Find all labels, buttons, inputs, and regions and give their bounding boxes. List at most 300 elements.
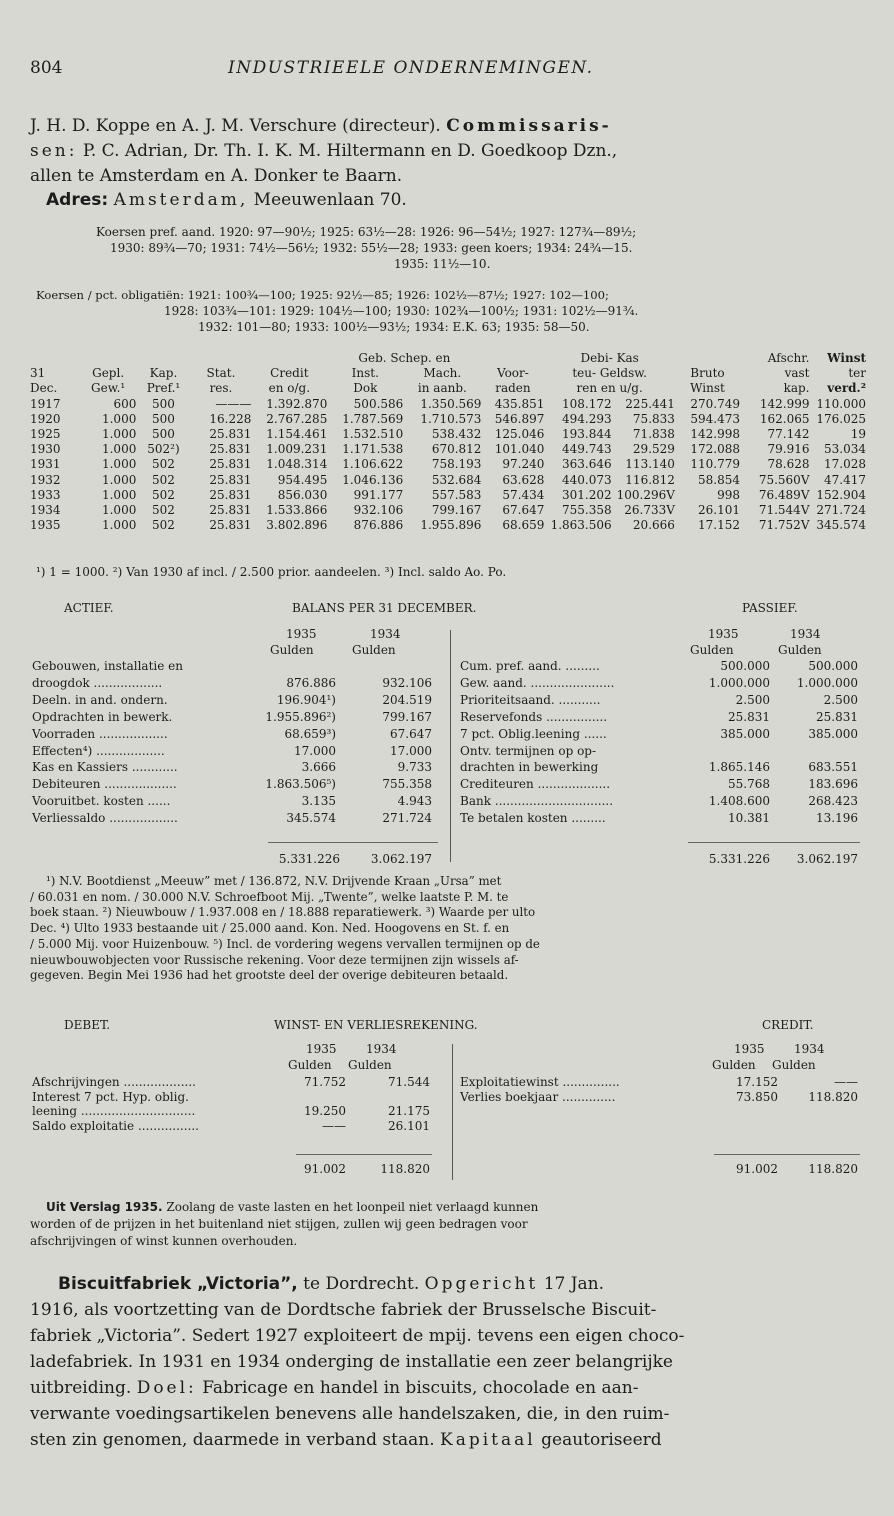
stats-cell: 502: [152, 472, 175, 487]
balans-p-unit-1: Gulden: [690, 643, 734, 657]
line-item-value-1934: 500.000: [808, 659, 858, 673]
stats-hdr-cell: vast: [784, 366, 810, 381]
line-item-value-1934: 21.175: [388, 1104, 430, 1118]
winst-c-unit-1: Gulden: [712, 1058, 756, 1072]
stats-cell: 67.647: [502, 503, 545, 518]
stats-cell: 77.142: [767, 427, 810, 442]
winst-title: WINST- EN VERLIESREKENING.: [274, 1018, 478, 1032]
stats-cell: 63.628: [502, 472, 545, 487]
stats-hdr-cell: Gew.¹: [91, 381, 126, 396]
stats-cell: 500: [152, 411, 175, 426]
stats-cell: 1.000: [101, 411, 137, 426]
stats-cell: 1.392.870: [266, 396, 328, 411]
stats-cell: 301.202: [562, 487, 612, 502]
credit-label: CREDIT.: [762, 1018, 814, 1032]
kapitaal-label: Kapitaal: [440, 1430, 536, 1450]
stats-cell: 1935: [30, 518, 61, 533]
line-item-value-1935: 73.850: [736, 1090, 778, 1104]
stats-hdr-cell: kap.: [783, 381, 810, 396]
stats-header-row-3: [30, 381, 866, 396]
stats-hdr-afschr: Afschr.: [767, 351, 810, 365]
line-item-value-1934: 183.696: [808, 777, 858, 792]
stats-cell: 1.863.506: [550, 518, 612, 533]
balans-note-line: gegeven. Begin Mei 1936 had het grootste deel der overige debiteuren betaald.: [30, 968, 509, 983]
passief-total-1: 5.331.226: [708, 852, 770, 866]
victoria-name: Biscuitfabriek „Victoria”,: [58, 1274, 298, 1294]
line-item-value-1935: 1.955.896²): [265, 709, 336, 724]
stats-cell: 152.904: [816, 487, 866, 502]
stats-cell: 1.000: [101, 427, 137, 442]
victoria-line-7: [30, 1430, 662, 1450]
page-number: 804: [30, 58, 63, 78]
line-item-value-1934: 268.423: [808, 794, 858, 809]
stats-cell: 68.659: [502, 518, 545, 533]
victoria-text: geautoriseerd: [541, 1430, 662, 1450]
stats-cell: 954.495: [277, 472, 328, 487]
stats-row: [30, 412, 866, 427]
credit-total-2: 118.820: [808, 1162, 858, 1176]
line-item-label: Crediteuren ...................: [460, 777, 611, 792]
stats-cell: 71.544V: [758, 503, 810, 518]
line-item-label: Reservefonds ................: [460, 709, 608, 724]
koersen-pref-3: 1935: 11½—10.: [394, 257, 491, 271]
koersen-obl-3: 1932: 101—80; 1933: 100½—93½; 1934: E.K. 63; 1935: 58—50.: [198, 320, 590, 334]
stats-hdr-cell: Dok: [353, 381, 378, 396]
stats-cell: 538.432: [431, 427, 482, 442]
stats-cell: 57.434: [502, 487, 545, 502]
line-item-value-1935: 55.768: [728, 777, 770, 792]
victoria-text: uitbreiding.: [30, 1378, 132, 1398]
balans-note-line: nieuwbouwobjecten voor Russische rekening. Voor deze termijnen zijn wissels af-: [30, 952, 519, 967]
stats-cell: 142.998: [690, 427, 741, 442]
commissarissen-names: P. C. Adrian, Dr. Th. I. K. M. Hiltermann en D. Goedkoop Dzn.,: [82, 141, 618, 161]
line-item-value-1934: 17.000: [390, 743, 432, 758]
line-item-label: Verliessaldo ..................: [32, 811, 178, 826]
stats-hdr-cell: 31: [30, 366, 46, 381]
stats-cell: 16.228: [209, 411, 252, 426]
stats-cell: 502: [152, 487, 175, 502]
line-item-value-1935: 17.000: [294, 743, 336, 758]
line-item-label: Saldo exploitatie ................: [32, 1118, 199, 1133]
stats-cell: 1.787.569: [342, 411, 404, 426]
winst-c-year-1: 1935: [734, 1042, 765, 1056]
line-item-value-1934: 67.647: [390, 726, 432, 741]
stats-cell: 1925: [30, 427, 61, 442]
balans-p-year-2: 1934: [790, 627, 821, 641]
balans-note-line: / 5.000 Mij. voor Huizenbouw. ⁵) Incl. de vordering wegens vervallen termijnen op de: [30, 936, 540, 951]
line-item-value-1935: 25.831: [728, 709, 770, 724]
stats-cell: 594.473: [690, 411, 741, 426]
stats-cell: 1.710.573: [420, 411, 482, 426]
adres-line: [46, 190, 407, 210]
stats-cell: 162.065: [759, 411, 810, 426]
commissarissen-label: Commissaris-: [446, 116, 612, 136]
debet-total-2: 118.820: [380, 1162, 430, 1176]
line-item-label: Interest 7 pct. Hyp. oblig.: [32, 1089, 189, 1104]
line-item-value-1934: 683.551: [808, 760, 858, 775]
adres-label: Adres:: [46, 190, 109, 210]
line-item-value-1934: 26.101: [388, 1118, 430, 1133]
line-item-label: drachten in bewerking: [460, 760, 599, 775]
winst-divider: [452, 1044, 453, 1180]
stats-cell: 856.030: [277, 487, 328, 502]
stats-cell: 25.831: [209, 457, 252, 472]
stats-cell: 1.048.314: [266, 457, 328, 472]
stats-cell: 1.009.231: [266, 442, 328, 457]
running-title: INDUSTRIEELE ONDERNEMINGEN.: [228, 58, 594, 78]
balans-p-year-1: 1935: [708, 627, 739, 641]
winst-unit-2: Gulden: [348, 1058, 392, 1072]
victoria-line-4: ladefabriek. In 1931 en 1934 onderging de installatie een zeer belangrijke: [30, 1352, 673, 1372]
balans-note-line: boek staan. ²) Nieuwbouw / 1.937.008 en / 18.888 reparatiewerk. ³) Waarde per ulto: [30, 905, 536, 920]
winst-c-unit-2: Gulden: [772, 1058, 816, 1072]
stats-cell: 25.831: [209, 487, 252, 502]
balans-unit-1: Gulden: [270, 643, 314, 657]
line-item-value-1934: 118.820: [808, 1090, 858, 1104]
passief-total-rule: [688, 842, 860, 843]
stats-cell: 1.000: [101, 503, 137, 518]
stats-hdr-debi: Debi- Kas: [580, 351, 639, 365]
stats-cell: 1930: [30, 442, 61, 457]
stats-cell: 502: [152, 518, 175, 533]
line-item-label: Deeln. in and. ondern.: [32, 692, 168, 707]
stats-cell: 125.046: [494, 427, 545, 442]
line-item-label: Vooruitbet. kosten ......: [32, 794, 171, 809]
stats-cell: 1.955.896: [420, 518, 482, 533]
actief-label: ACTIEF.: [64, 601, 114, 615]
stats-cell: 75.833: [632, 411, 675, 426]
winst-unit-1: Gulden: [288, 1058, 332, 1072]
line-item-value-1935: 19.250: [304, 1104, 346, 1118]
stats-cell: 1.171.538: [342, 442, 404, 457]
stats-cell: 113.140: [625, 457, 675, 472]
stats-hdr-cell: ter: [848, 366, 866, 381]
line-item-value-1934: 755.358: [382, 777, 432, 792]
line-item-value-1935: 3.666: [301, 760, 336, 775]
stats-cell: 20.666: [632, 518, 675, 533]
stats-cell: 755.358: [562, 503, 612, 518]
stats-cell: 1933: [30, 487, 61, 502]
verslag-line-2: worden of de prijzen in het buitenland niet stijgen, zullen wij geen bedragen voor: [30, 1217, 528, 1231]
stats-cell: 25.831: [209, 442, 252, 457]
stats-cell: 932.106: [353, 503, 404, 518]
line-item-value-1934: 4.943: [397, 794, 432, 809]
stats-header-row-1: [30, 351, 866, 366]
line-item-value-1935: 196.904¹): [276, 692, 336, 707]
line-item-value-1935: 1.865.146: [708, 760, 770, 775]
victoria-line-5: [30, 1378, 639, 1398]
stats-cell: 25.831: [209, 503, 252, 518]
stats-cell: 270.749: [690, 396, 741, 411]
stats-cell: 502: [152, 457, 175, 472]
stats-table: [30, 351, 866, 533]
stats-cell: 557.583: [431, 487, 482, 502]
line-item-value-1934: ——: [834, 1075, 858, 1089]
line-item-value-1935: 2.500: [735, 692, 770, 707]
balans-note-line: Dec. ⁴) Ulto 1933 bestaande uit / 25.000 aand. Kon. Ned. Hoogovens en St. f. en: [30, 921, 510, 936]
line-item-label: 7 pct. Oblig.leening ......: [460, 726, 607, 741]
line-item-label: Te betalen kosten .........: [460, 811, 606, 826]
stats-cell: 25.831: [209, 472, 252, 487]
stats-hdr-cell: Credit: [270, 366, 309, 381]
passief-total-2: 3.062.197: [796, 852, 858, 866]
stats-cell: ———: [215, 396, 252, 411]
stats-cell: 500.586: [353, 396, 404, 411]
debet-total-1: 91.002: [304, 1162, 346, 1176]
stats-cell: 500: [152, 427, 175, 442]
stats-cell: 142.999: [759, 396, 810, 411]
balans-note-line: ¹) N.V. Bootdienst „Meeuw” met / 136.872, N.V. Drijvende Kraan „Ursa” met: [46, 874, 502, 888]
stats-cell: 1.106.622: [342, 457, 404, 472]
stats-cell: 1920: [30, 411, 61, 426]
line-item-value-1935: 500.000: [720, 659, 770, 673]
line-item-value-1935: 68.659³): [284, 726, 336, 741]
stats-hdr-cell: Gepl.: [92, 366, 125, 381]
stats-cell: 79.916: [767, 442, 810, 457]
stats-cell: 17.028: [824, 457, 866, 472]
balans-year-2: 1934: [370, 627, 401, 641]
koersen-pref-1: Koersen pref. aand. 1920: 97—90½; 1925: 63½—28: 1926: 96—54½; 1927: 127¾—89½;: [96, 225, 637, 239]
stats-cell: 1.532.510: [342, 427, 404, 442]
stats-cell: 799.167: [431, 503, 482, 518]
line-item-value-1934: 271.724: [382, 811, 432, 826]
stats-cell: 670.812: [431, 442, 482, 457]
victoria-line-2: 1916, als voortzetting van de Dordtsche fabriek der Brusselsche Biscuit-: [30, 1300, 657, 1320]
actief-total-1: 5.331.226: [278, 852, 340, 866]
stats-cell: 101.040: [494, 442, 545, 457]
adres-city: Amsterdam,: [113, 190, 249, 210]
stats-cell: 2.767.285: [266, 411, 328, 426]
stats-hdr-cell: Dec.: [30, 381, 58, 396]
stats-row: [30, 442, 866, 457]
actief-total-rule: [268, 842, 438, 843]
line-item-label: Kas en Kassiers ............: [32, 760, 178, 775]
line-item-label: leening ..............................: [32, 1104, 196, 1118]
line-item-value-1935: 3.135: [301, 794, 336, 809]
verslag-text: Zoolang de vaste lasten en het loonpeil niet verlaagd kunnen: [166, 1200, 539, 1214]
stats-row: [30, 457, 866, 472]
line-item-label: Prioriteitsaand. ...........: [460, 692, 601, 707]
stats-cell: 1931: [30, 457, 61, 472]
line-item-value-1935: 1.000.000: [708, 675, 770, 690]
stats-cell: 546.897: [494, 411, 545, 426]
stats-hdr-cell: Kap.: [149, 366, 178, 381]
stats-cell: 758.193: [431, 457, 482, 472]
stats-cell: 532.684: [431, 472, 482, 487]
stats-body: [30, 397, 866, 534]
stats-header-row-2: [30, 366, 866, 381]
line-item-label: Gew. aand. ......................: [460, 675, 615, 690]
stats-cell: 25.831: [209, 427, 252, 442]
doel-label: Doel:: [136, 1378, 197, 1398]
stats-cell: 1.000: [101, 487, 137, 502]
line-item-label: Afschrijvingen ...................: [32, 1075, 196, 1089]
credit-total-1: 91.002: [736, 1162, 778, 1176]
stats-cell: 1.046.136: [342, 472, 404, 487]
stats-hdr-cell: Winst: [690, 381, 725, 396]
balans-p-unit-2: Gulden: [778, 643, 822, 657]
stats-hdr-cell: in aanb.: [417, 381, 467, 396]
balans-year-1: 1935: [286, 627, 317, 641]
winst-year-1: 1935: [306, 1042, 337, 1056]
stats-cell: 100.296V: [616, 487, 675, 502]
stats-row: [30, 473, 866, 488]
stats-hdr-cell: Inst.: [351, 366, 379, 381]
line-item-value-1934: 204.519: [382, 692, 432, 707]
line-item-label: Effecten⁴) ..................: [32, 743, 165, 758]
balans-title: BALANS PER 31 DECEMBER.: [292, 601, 477, 615]
koersen-pref-2: 1930: 89¾—70; 1931: 74½—56½; 1932: 55½—28; 1933: geen koers; 1934: 24¾—15.: [110, 241, 633, 255]
stats-cell: 1932: [30, 472, 61, 487]
stats-hdr-winst: Winst: [827, 351, 866, 365]
balans-unit-2: Gulden: [352, 643, 396, 657]
adres-street: Meeuwenlaan 70.: [253, 190, 407, 210]
stats-cell: 494.293: [562, 411, 612, 426]
stats-cell: 502: [152, 503, 175, 518]
stats-cell: 1.000: [101, 457, 137, 472]
verslag-line-1: [46, 1200, 538, 1214]
line-item-value-1935: 1.863.506⁵): [265, 777, 336, 792]
line-item-label: Voorraden ..................: [32, 726, 168, 741]
stats-cell: 225.441: [625, 396, 675, 411]
stats-cell: 110.000: [816, 396, 866, 411]
stats-hdr-cell: Bruto: [690, 366, 725, 381]
stats-cell: 435.851: [494, 396, 545, 411]
stats-hdr-cell: verd.²: [827, 381, 866, 396]
victoria-location: te Dordrecht.: [303, 1274, 420, 1294]
line-item-value-1934: 932.106: [382, 675, 432, 690]
stats-cell: 1.000: [101, 442, 137, 457]
stats-cell: 29.529: [632, 442, 675, 457]
koppe-line-2: [30, 141, 617, 161]
victoria-line-1: [58, 1274, 604, 1294]
stats-cell: 97.240: [502, 457, 545, 472]
line-item-value-1934: 2.500: [823, 692, 858, 707]
line-item-label: Verlies boekjaar ..............: [460, 1090, 616, 1104]
stats-row: [30, 503, 866, 518]
stats-hdr-cell: teu- Geldsw.: [572, 366, 647, 381]
winst-c-year-2: 1934: [794, 1042, 825, 1056]
stats-cell: 600: [113, 396, 137, 411]
stats-cell: 345.574: [816, 518, 866, 533]
stats-hdr-cell: Pref.¹: [146, 381, 181, 396]
line-item-label: Cum. pref. aand. .........: [460, 659, 600, 673]
stats-cell: 500: [152, 396, 175, 411]
stats-hdr-cell: Mach.: [423, 366, 462, 381]
stats-cell: 53.034: [824, 442, 866, 457]
line-item-label: Exploitatiewinst ...............: [460, 1075, 620, 1089]
stats-cell: 1934: [30, 503, 61, 518]
stats-cell: 1.000: [101, 472, 137, 487]
line-item-value-1935: 17.152: [736, 1075, 778, 1089]
balans-note-line: / 60.031 en nom. / 30.000 N.V. Schroefboot Mij. „Twente”, welke laatste P. M. te: [30, 889, 509, 904]
stats-cell: 440.073: [562, 472, 612, 487]
stats-cell: 271.724: [816, 503, 866, 518]
stats-cell: 17.152: [698, 518, 741, 533]
stats-cell: 58.854: [698, 472, 741, 487]
stats-hdr-cell: en o/g.: [268, 381, 311, 396]
line-item-value-1935: ——: [322, 1118, 346, 1133]
stats-cell: 176.025: [816, 411, 866, 426]
line-item-label: Opdrachten in bewerk.: [32, 709, 173, 724]
stats-cell: 110.779: [690, 457, 741, 472]
line-item-value-1934: 385.000: [808, 726, 858, 741]
stats-row: [30, 427, 866, 442]
stats-cell: 193.844: [562, 427, 612, 442]
commissarissen-label-end: sen:: [30, 141, 78, 161]
stats-cell: 3.802.896: [266, 518, 328, 533]
stats-cell: 876.886: [353, 518, 404, 533]
verslag-label: Uit Verslag 1935.: [46, 1200, 163, 1214]
stats-hdr-cell: Voor-: [497, 366, 529, 381]
line-item-label: Gebouwen, installatie en: [32, 659, 183, 673]
stats-cell: 19: [850, 427, 866, 442]
line-item-value-1934: 1.000.000: [796, 675, 858, 690]
stats-cell: 26.733V: [624, 503, 675, 518]
stats-hdr-cell: Stat.: [206, 366, 236, 381]
passief-label: PASSIEF.: [742, 601, 798, 615]
stats-row: [30, 518, 866, 533]
stats-cell: 1.000: [101, 518, 137, 533]
line-item-value-1935: 385.000: [720, 726, 770, 741]
actief-total-2: 3.062.197: [370, 852, 432, 866]
stats-cell: 991.177: [353, 487, 404, 502]
stats-cell: 502²): [147, 442, 180, 457]
stats-cell: 71.752V: [758, 518, 810, 533]
stats-cell: 1.350.569: [420, 396, 482, 411]
line-item-label: Ontv. termijnen op op-: [460, 743, 597, 758]
line-item-label: Bank ...............................: [460, 794, 614, 809]
credit-total-rule: [714, 1154, 860, 1155]
line-item-value-1934: 9.733: [397, 760, 432, 775]
stats-cell: 1917: [30, 396, 61, 411]
victoria-text: Fabricage en handel in biscuits, chocolade en aan-: [202, 1378, 639, 1398]
stats-cell: 71.838: [632, 427, 675, 442]
stats-cell: 75.560V: [758, 472, 810, 487]
balans-divider: [450, 630, 451, 862]
opgericht-date: 17 Jan.: [543, 1274, 605, 1294]
koersen-obl-2: 1928: 103¾—101: 1929: 104½—100; 1930: 102¾—100½; 1931: 102½—91¾.: [164, 304, 639, 318]
koppe-line-1: [30, 116, 612, 136]
stats-hdr-cell: ren en u/g.: [576, 381, 643, 396]
stats-cell: 363.646: [562, 457, 612, 472]
opgericht-label: Opgericht: [424, 1274, 539, 1294]
stats-cell: 1.154.461: [266, 427, 328, 442]
stats-hdr-cell: raden: [495, 381, 531, 396]
stats-cell: 116.812: [625, 472, 675, 487]
directors: J. H. D. Koppe en A. J. M. Verschure (directeur).: [30, 116, 441, 136]
koersen-obl-1: Koersen / pct. obligatiën: 1921: 100¾—100; 1925: 92½—85; 1926: 102½—87½; 1927: 102—100;: [36, 288, 609, 302]
stats-cell: 76.489V: [758, 487, 810, 502]
line-item-value-1935: 1.408.600: [708, 794, 770, 809]
stats-cell: 25.831: [209, 518, 252, 533]
stats-row: [30, 397, 866, 412]
line-item-value-1934: 25.831: [816, 709, 858, 724]
stats-cell: 1.533.866: [266, 503, 328, 518]
stats-cell: 449.743: [562, 442, 612, 457]
stats-cell: 47.417: [824, 472, 866, 487]
stats-cell: 998: [717, 487, 741, 502]
stats-cell: 26.101: [698, 503, 741, 518]
line-item-value-1934: 799.167: [382, 709, 432, 724]
line-item-value-1935: 10.381: [728, 811, 770, 826]
line-item-value-1934: 71.544: [388, 1075, 430, 1089]
victoria-line-6: verwante voedingsartikelen benevens alle handelszaken, die, in den ruim-: [30, 1404, 670, 1424]
line-item-value-1934: 13.196: [816, 811, 858, 826]
verslag-line-3: afschrijvingen of winst kunnen overhouden.: [30, 1234, 298, 1248]
line-item-label: Debiteuren ...................: [32, 777, 177, 792]
victoria-line-3: fabriek „Victoria”. Sedert 1927 exploiteert de mpij. tevens een eigen choco-: [30, 1326, 685, 1346]
